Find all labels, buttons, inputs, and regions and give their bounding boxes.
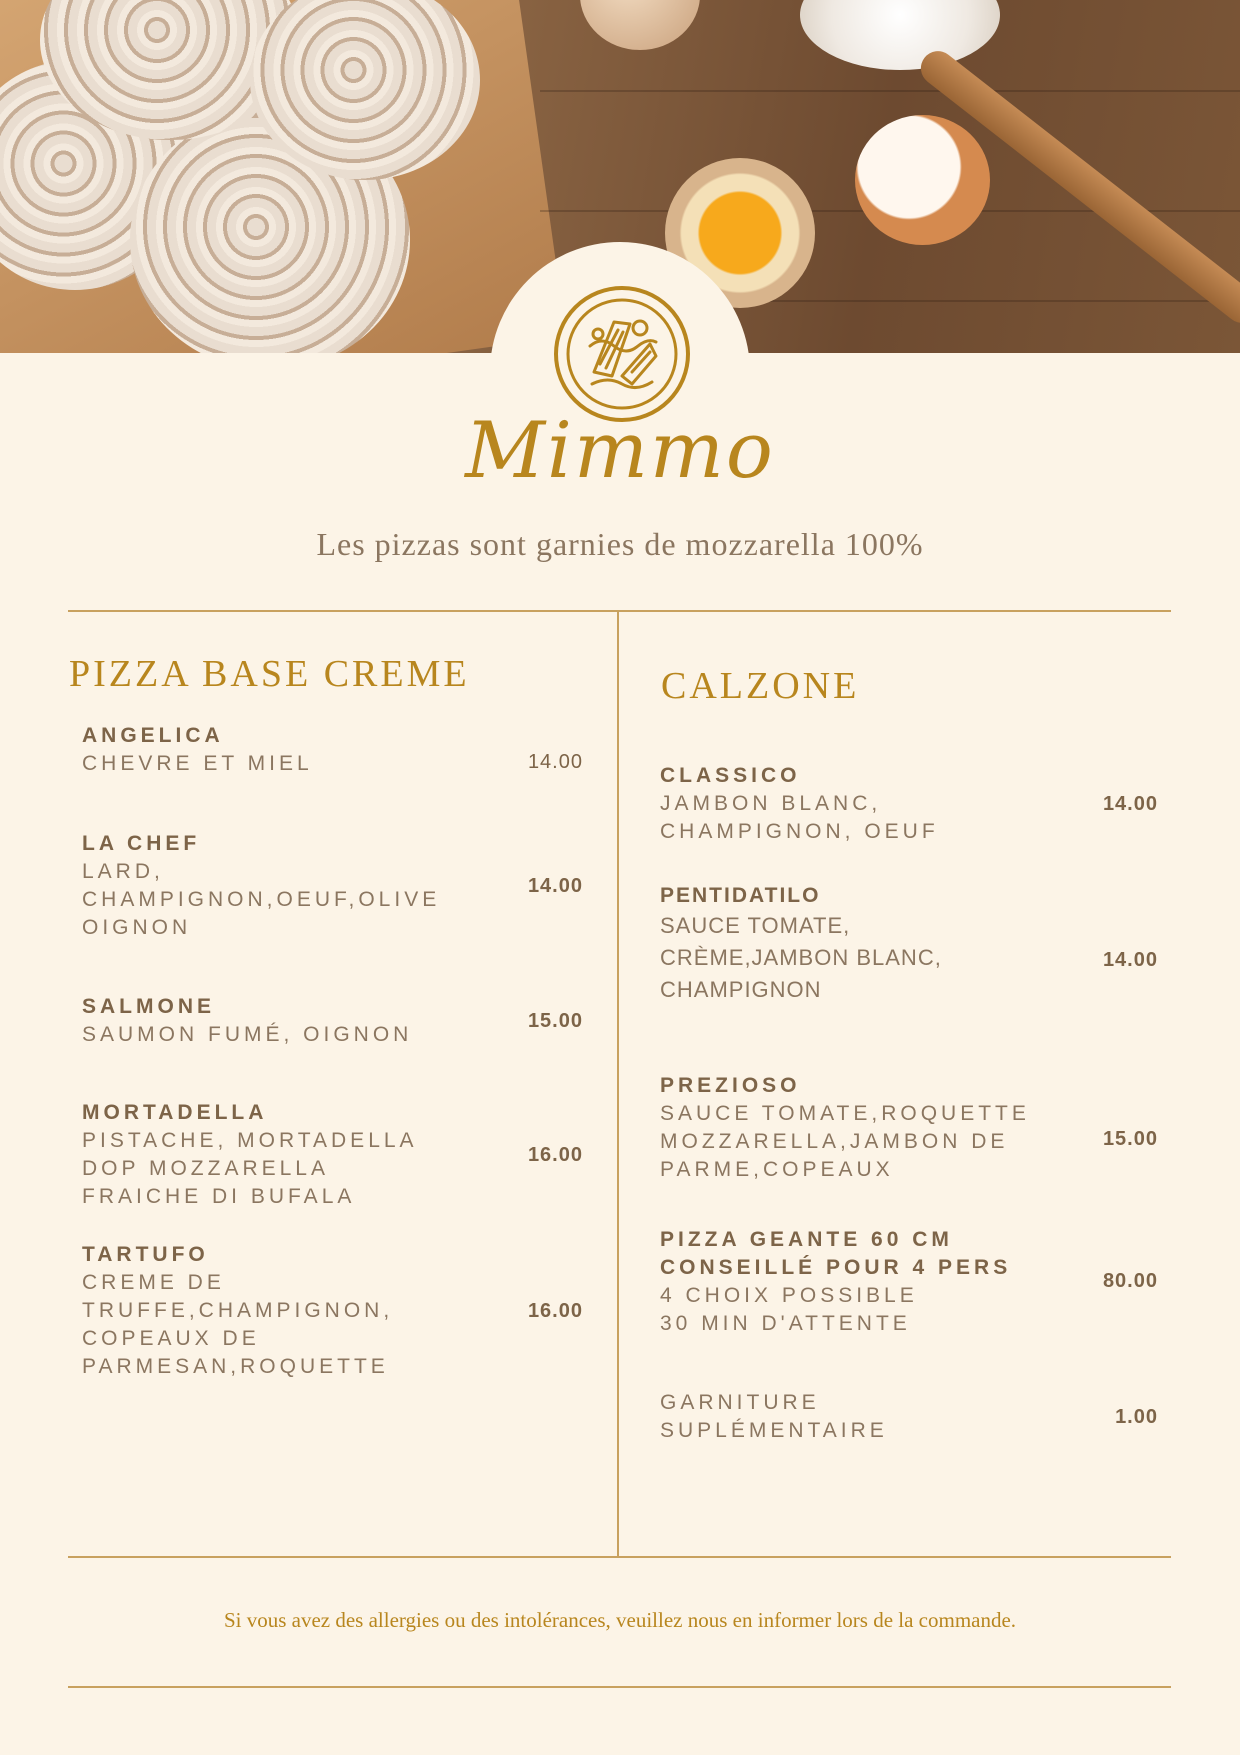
item-description: 4 CHOIX POSSIBLE	[660, 1284, 918, 1307]
eggshell	[855, 115, 990, 245]
section-title-pizza-base-creme: PIZZA BASE CREME	[69, 653, 470, 695]
item-name: TARTUFO	[82, 1243, 209, 1266]
item-price: 14.00	[527, 751, 583, 773]
menu-item-salmone	[82, 993, 412, 1049]
column-divider	[617, 610, 619, 1556]
item-price: 14.00	[527, 875, 583, 897]
item-description: SAUCE TOMATE,	[660, 913, 851, 938]
item-name: ANGELICA	[82, 724, 224, 747]
item-description: SAUMON FUMÉ, OIGNON	[82, 1023, 413, 1046]
item-price: 1.00	[1115, 1406, 1158, 1428]
item-description: GARNITURE	[660, 1391, 820, 1414]
item-description: CHAMPIGNON	[660, 977, 822, 1002]
menu-item-classico	[660, 762, 939, 846]
item-name: MORTADELLA	[82, 1101, 268, 1124]
pasta-emblem-icon	[552, 284, 692, 424]
section-title-calzone: CALZONE	[661, 665, 860, 707]
item-description: CHAMPIGNON,OEUF,OLIVE	[82, 888, 441, 911]
allergy-notice: Si vous avez des allergies ou des intolérances, veuillez nous en informer lors de la commande.	[223, 1608, 1017, 1632]
item-price: 15.00	[1102, 1128, 1158, 1150]
menu-item-pentidatilo	[660, 882, 942, 1006]
menu-item-pizza-geante	[660, 1226, 1011, 1338]
menu-item-prezioso	[660, 1072, 1030, 1184]
item-name: LA CHEF	[82, 832, 201, 855]
item-price: 14.00	[1102, 949, 1158, 971]
item-description: DOP MOZZARELLA	[82, 1157, 329, 1180]
item-name: SALMONE	[82, 995, 215, 1018]
bottom-divider	[68, 1556, 1171, 1558]
item-description: SUPLÉMENTAIRE	[660, 1419, 888, 1442]
menu-item-angelica	[82, 722, 313, 778]
item-description: TRUFFE,CHAMPIGNON,	[82, 1299, 394, 1322]
item-description: SAUCE TOMATE,ROQUETTE	[660, 1102, 1030, 1125]
menu-item-mortadella	[82, 1099, 418, 1211]
item-description: FRAICHE DI BUFALA	[82, 1185, 356, 1208]
item-price: 16.00	[527, 1144, 583, 1166]
menu-item-tartufo	[82, 1241, 393, 1381]
item-description: CHEVRE ET MIEL	[82, 752, 313, 775]
item-description: CHAMPIGNON, OEUF	[660, 820, 939, 843]
item-description: 30 MIN D'ATTENTE	[660, 1312, 911, 1335]
item-description: LARD,	[82, 860, 164, 883]
menu-item-la-chef	[82, 830, 440, 942]
item-description: COPEAUX DE	[82, 1327, 260, 1350]
item-description: CRÈME,JAMBON BLANC,	[660, 945, 942, 970]
item-name: CONSEILLÉ POUR 4 PERS	[660, 1256, 1012, 1279]
item-price: 14.00	[1102, 793, 1158, 815]
item-description: PARME,COPEAUX	[660, 1158, 894, 1181]
item-name: PENTIDATILO	[660, 884, 821, 907]
flour-bowl	[800, 0, 1000, 70]
menu-item-garniture	[660, 1389, 888, 1445]
footer-divider	[68, 1686, 1171, 1688]
item-description: MOZZARELLA,JAMBON DE	[660, 1130, 1009, 1153]
whole-egg	[580, 0, 700, 50]
item-name: PIZZA GEANTE 60 CM	[660, 1228, 953, 1251]
item-description: CREME DE	[82, 1271, 225, 1294]
item-description: PARMESAN,ROQUETTE	[82, 1355, 389, 1378]
item-name: PREZIOSO	[660, 1074, 801, 1097]
item-price: 16.00	[527, 1300, 583, 1322]
item-description: JAMBON BLANC,	[660, 792, 882, 815]
brand-name: Mimmo	[465, 406, 775, 496]
item-name: CLASSICO	[660, 764, 801, 787]
top-divider	[68, 610, 1171, 612]
item-price: 15.00	[527, 1010, 583, 1032]
tagline: Les pizzas sont garnies de mozzarella 100%	[316, 526, 924, 562]
item-description: PISTACHE, MORTADELLA	[82, 1129, 418, 1152]
item-price: 80.00	[1102, 1270, 1158, 1292]
item-description: OIGNON	[82, 916, 192, 939]
